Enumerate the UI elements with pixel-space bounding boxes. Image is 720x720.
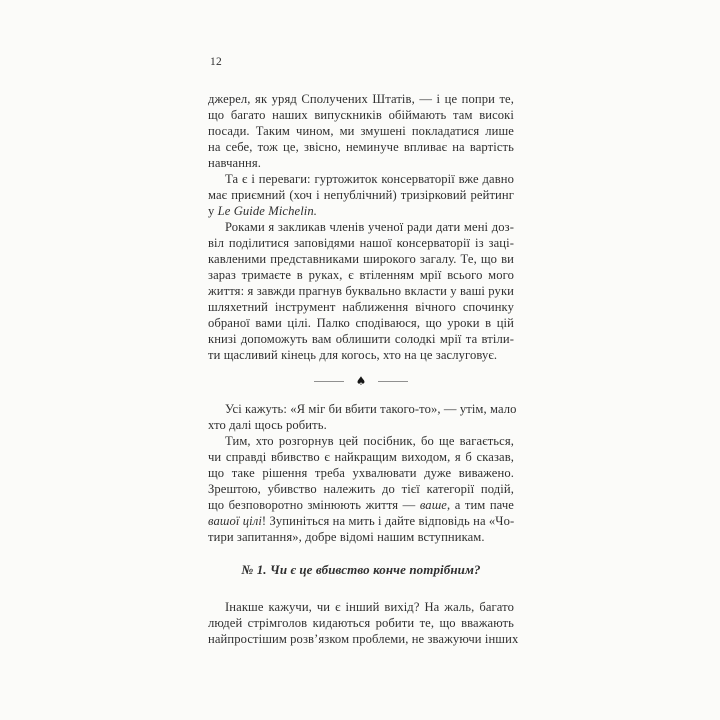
text-line	[208, 497, 514, 513]
text-segment: кавленими представниками широкого загалу. Те, що ви	[208, 252, 514, 266]
text-line	[208, 331, 514, 347]
text-line	[208, 203, 514, 219]
text-segment: посади. Таким чином, ми змушені покладатися лише	[208, 124, 514, 138]
text-segment: на себе, тож це, звісно, неминуче впливає на вартість	[208, 140, 514, 154]
paragraph	[208, 401, 517, 433]
paragraph	[208, 599, 519, 647]
text-line	[208, 251, 514, 267]
paragraph	[208, 171, 514, 219]
emphasized-text: ваше	[419, 498, 447, 512]
text-line	[208, 417, 514, 433]
text-line	[208, 155, 514, 171]
text-line	[208, 615, 514, 631]
text-line	[208, 631, 519, 647]
paragraph	[208, 433, 514, 545]
text-line	[208, 433, 514, 449]
text-line	[208, 401, 517, 417]
text-segment: Роками я закликав членів ученої ради дати мені доз-	[225, 220, 514, 234]
text-segment: обраної вами цілі. Палко сподіваюся, що уроки в цій	[208, 316, 514, 330]
text-line	[208, 283, 514, 299]
text-line	[208, 599, 514, 615]
text-segment: чи справді вбивство є найкращим виходом, я б сказав,	[208, 450, 514, 464]
divider-rule	[314, 381, 344, 382]
text-segment: Усі кажуть: «Я міг би вбити такого-то», — утім, мало	[225, 402, 517, 416]
text-line	[208, 219, 514, 235]
text-segment: хто далі щось робить.	[208, 418, 327, 432]
text-segment: шляхетний інструмент наближення вічного спочинку	[208, 300, 514, 314]
section-divider	[208, 373, 514, 389]
paragraph	[208, 219, 514, 363]
text-line	[208, 267, 514, 283]
page-text	[208, 91, 519, 647]
section-heading	[208, 561, 514, 579]
text-segment: має приємний (хоч і непублічний) тризірковий рейтинг	[208, 188, 514, 202]
text-line	[208, 107, 514, 123]
text-segment: найпростішим розв’язком проблеми, не зважуючи інших	[208, 632, 519, 646]
text-segment: Інакше кажучи, чи є інший вихід? На жаль, багато	[225, 600, 514, 614]
text-segment: що безповоротно змінюють життя —	[208, 498, 420, 512]
text-line	[208, 465, 514, 481]
text-line	[208, 529, 514, 545]
text-segment: Тим, хто розгорнув цей посібник, бо ще вагається,	[225, 434, 514, 448]
page-content	[208, 55, 519, 647]
paragraph	[208, 91, 514, 171]
emphasized-text: Le Guide Michelin.	[217, 204, 318, 218]
text-segment: Зрештою, убивство належить до тієї категорії подій,	[208, 482, 514, 496]
text-segment: що таке рішення треба ухвалювати дуже виважено.	[208, 466, 514, 480]
text-line	[208, 299, 514, 315]
text-segment: тири запитання», добре відомі нашим вступникам.	[208, 530, 485, 544]
text-segment: , а тим паче	[447, 498, 514, 512]
text-line	[208, 187, 514, 203]
text-segment: віл поділитися заповідями нашої консерваторії із заці-	[208, 236, 514, 250]
emphasized-text: № 1. Чи є це вбивство конче потрібним?	[241, 562, 481, 577]
text-segment: зараз тримаєте в руках, є втіленням мрії всього мого	[208, 268, 514, 282]
text-segment: ! Зупиніться на мить і дайте відповідь на «Чо-	[261, 514, 515, 528]
emphasized-text: вашої цілі	[208, 514, 262, 528]
text-segment: джерел, як уряд Сполучених Штатів, — і це попри те,	[208, 92, 514, 106]
text-line	[208, 139, 514, 155]
spade-icon: ♠	[355, 374, 367, 388]
text-line	[208, 449, 514, 465]
text-segment: у	[208, 204, 218, 218]
text-segment: життя: я завжди прагнув буквально вкласти у ваші руки	[208, 284, 514, 298]
text-line	[208, 481, 514, 497]
text-line	[208, 235, 514, 251]
text-segment: що багато наших випускників обіймають там високі	[208, 108, 514, 122]
text-line	[208, 561, 514, 579]
divider-rule	[378, 381, 408, 382]
text-segment: книзі допоможуть вам облишити солодкі мрії та втіли-	[208, 332, 514, 346]
text-segment: навчання.	[208, 156, 262, 170]
page-number: 12	[210, 56, 223, 68]
text-line	[208, 91, 514, 107]
text-line	[208, 513, 514, 529]
text-segment: ти щасливий кінець для когось, хто на це заслуговує.	[208, 348, 498, 362]
text-segment: людей стрімголов кидаються робити те, що вважають	[208, 616, 514, 630]
text-line	[208, 347, 514, 363]
text-line	[208, 123, 514, 139]
text-segment: Та є і переваги: гуртожиток консерваторії вже давно	[225, 172, 514, 186]
text-line	[208, 315, 514, 331]
text-line	[208, 171, 514, 187]
